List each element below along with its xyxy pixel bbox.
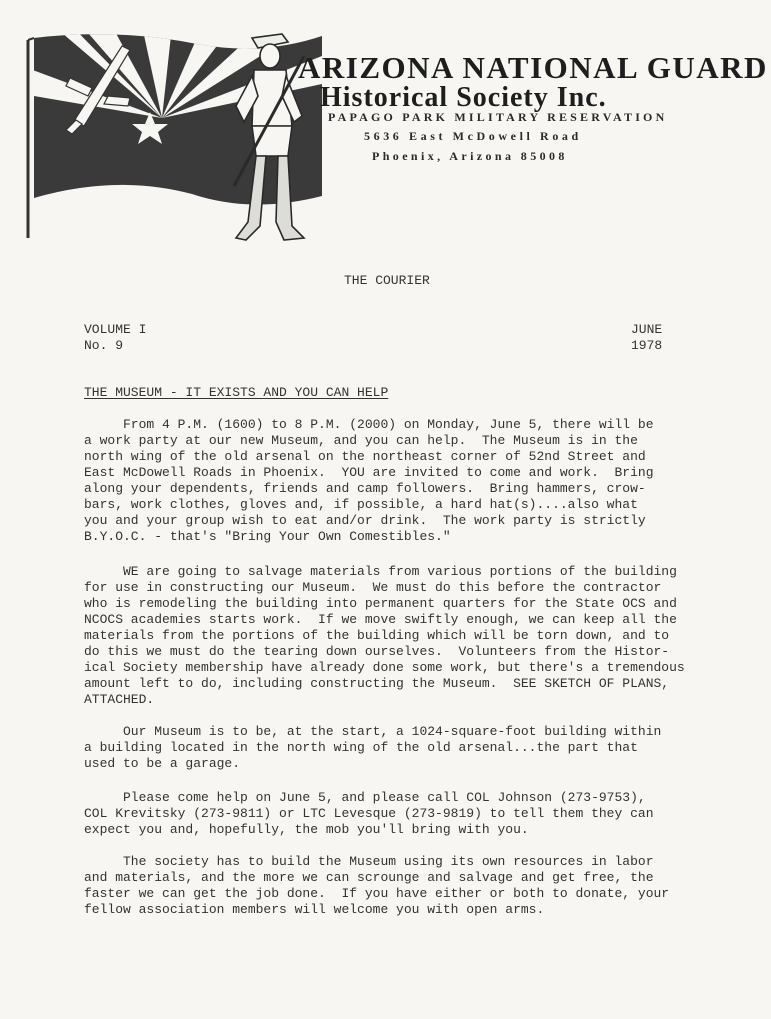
article-text-line: ATTACHED. [84,692,155,707]
article-text-line: East McDowell Roads in Phoenix. YOU are invited to come and work. Bring [84,465,654,480]
issue-date-block [631,322,662,354]
article-text-line: materials from the portions of the building which will be torn down, and to [84,628,670,643]
article-heading: THE MUSEUM - IT EXISTS AND YOU CAN HELP [84,385,389,400]
article-text-line: and materials, and the more we can scrounge and salvage and get free, the [84,870,654,885]
address-line-street: 5636 East McDowell Road [364,129,582,143]
article-text-line: amount left to do, including constructing the Museum. SEE SKETCH OF PLANS, [84,676,670,691]
article-text-line: a building located in the north wing of the old arsenal...the part that [84,740,638,755]
issue-month: JUNE [631,322,663,337]
article-text-line: The society has to build the Museum using its own resources in labor [84,854,654,869]
article-text-line: you and your group wish to eat and/or drink. The work party is strictly [84,513,646,528]
article-text-line: along your dependents, friends and camp followers. Bring hammers, crow- [84,481,646,496]
article-paragraph-2 [84,564,685,708]
article-text-line: a work party at our new Museum, and you can help. The Museum is in the [84,433,638,448]
article-text-line: north wing of the old arsenal on the northeast corner of 52nd Street and [84,449,646,464]
article-text-line: fellow association members will welcome you with open arms. [84,902,545,917]
article-text-line: ical Society membership have already done some work, but there's a tremendous [84,660,685,675]
volume-label: VOLUME I [84,322,147,337]
address-line-city: Phoenix, Arizona 85008 [372,149,568,163]
newsletter-title: THE COURIER [344,273,430,288]
issue-volume-block [84,322,146,354]
issue-number: No. 9 [84,338,124,353]
issue-year: 1978 [631,338,663,353]
article-text-line: who is remodeling the building into permanent quarters for the State OCS and [84,596,677,611]
article-text-line: bars, work clothes, gloves and, if possible, a hard hat(s)....also what [84,497,638,512]
org-name-line2: Historical Society Inc. [320,82,607,113]
article-text-line: do this we must do the tearing down ourselves. Volunteers from the Histor- [84,644,670,659]
article-text-line: faster we can get the job done. If you have either or both to donate, your [84,886,670,901]
org-name-line1: ARIZONA NATIONAL GUARD [298,50,768,85]
article-text-line: NCOCS academies starts work. If we move swiftly enough, we can keep all the [84,612,677,627]
article-text-line: COL Krevitsky (273-9811) or LTC Levesque (273-9819) to tell them they can [84,806,654,821]
article-text-line: From 4 P.M. (1600) to 8 P.M. (2000) on Monday, June 5, there will be [84,417,654,432]
address-line-reservation: PAPAGO PARK MILITARY RESERVATION [328,110,668,124]
article-text-line: Our Museum is to be, at the start, a 1024-square-foot building within [84,724,662,739]
article-text-line: B.Y.O.C. - that's "Bring Your Own Comestibles." [84,529,451,544]
article-text-line: used to be a garage. [84,756,241,771]
article-paragraph-4 [84,790,654,838]
article-text-line: for use in constructing our Museum. We must do this before the contractor [84,580,662,595]
article-text-line: WE are going to salvage materials from various portions of the building [84,564,677,579]
article-paragraph-1 [84,417,654,545]
article-text-line: Please come help on June 5, and please call COL Johnson (273-9753), [84,790,646,805]
article-text-line: expect you and, hopefully, the mob you'll bring with you. [84,822,529,837]
guard-emblem-logo [22,26,322,251]
article-paragraph-5 [84,854,669,918]
article-paragraph-3 [84,724,661,772]
